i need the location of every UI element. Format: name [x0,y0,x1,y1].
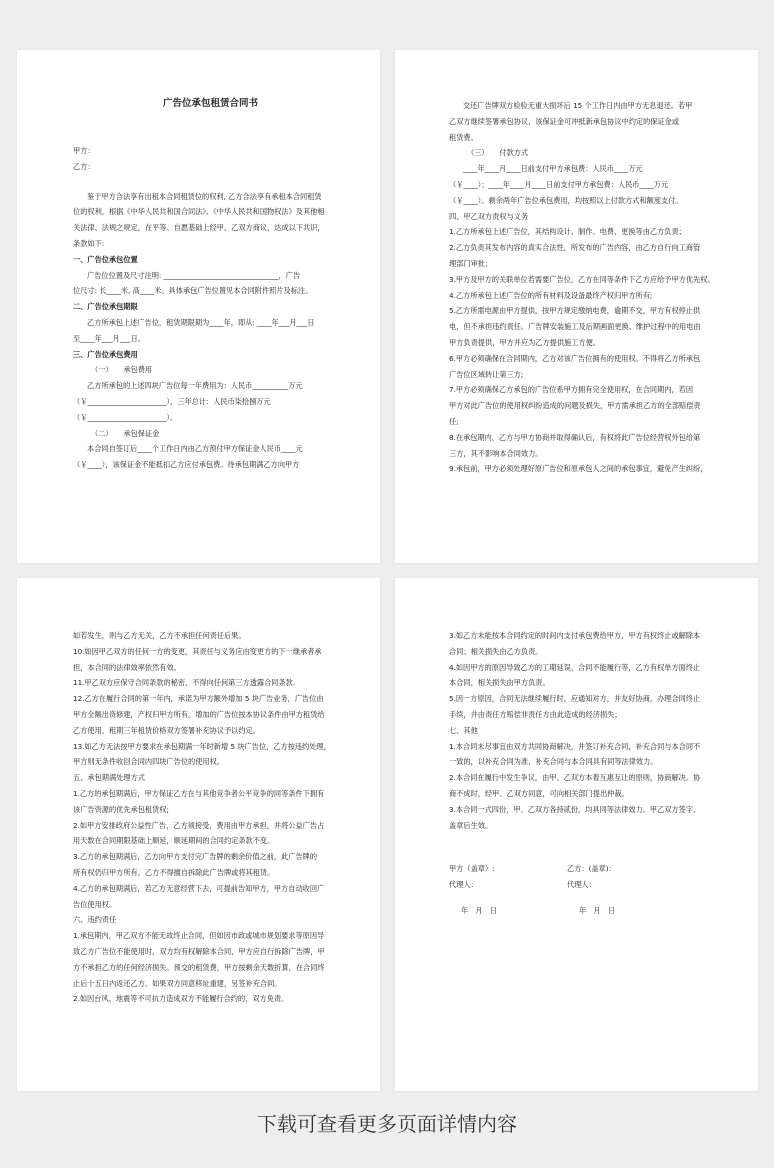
text-line: （￥____），该保证金不能抵扣乙方应付承包费。待承包期满乙方向甲方 [73,460,300,470]
text-line: 致乙方广告位不能使用时，双方均有权解除本合同，甲方应自行拆除广告牌，甲 [73,946,325,956]
text-line: 3.如乙方未能按本合同约定的时间内支付承包费给甲方，甲方有权终止或解除本 [449,631,701,640]
text-line: 2.本合同在履行中发生争议，由甲、乙双方本着互惠互让的原则，协商解决。协 [449,773,701,783]
text-line: （￥____）；____年____月____日前支付甲方承包费：人民币____万元 [449,179,669,189]
text-line: 所有权仍归甲方所有，乙方不得擅自拆除此广告牌或将其租赁。 [73,867,275,877]
text-line: 甲方负责提供，甲方并应为乙方提供施工方便。 [449,337,600,347]
text-line: 位的权利，根据《中华人民共和国合同法》、《中华人民共和国物权法》及其他相 [73,207,325,217]
text-line: 5.乙方所需电源由甲方提供，按甲方规定缴纳电费，逾期不交，甲方有权停止供 [449,306,701,316]
text-line: 13.如乙方无法按甲方要求在承包期满一年时新增 5 块广告位，乙方按违约处理， [73,741,331,751]
text-line: 乙双方继续签署承包协议，该保证金可冲抵新承包协议中约定的保证金或 [449,116,680,126]
date-row [449,903,736,919]
text-line: 告位使用权。 [73,899,117,909]
text-line: （￥____）。剩余两年广告位承包费用，均按照以上付款方式和额度支付。 [449,195,683,205]
text-line: 条款如下: [73,238,105,248]
text-line: 本合同，相关损失由甲方负责。 [449,678,550,688]
text-line: 鉴于甲方合法享有出租本合同租赁位的权利, 乙方合法享有承租本合同租赁 [87,191,322,201]
text-line: 1.乙方所承包上述广告位，其结构设计、制作、电费、更换等由乙方负责； [449,227,686,237]
text-line: 三方，其不影响本合同效力。 [449,448,543,458]
text-line: 广告位区域转让第三方; [449,369,524,379]
text-line: 12.乙方在履行合同的第一年内，承诺为甲方额外增加 5 块广告业务，广告位由 [73,694,324,704]
contract-page-4 [395,578,758,1091]
text-line: 商不成时，经甲、乙双方同意，可向相关部门提出仲裁。 [449,788,629,798]
text-line: 甲方全额出资修建，产权归甲方所有。增加的广告位按本协议条件由甲方租赁给 [73,709,325,719]
text-line: 4.乙方所承包上述广告位的所有材料及设备最终产权归甲方所有; [449,290,653,300]
section-heading: 七、其他 [449,725,478,735]
contract-page-2 [395,50,758,563]
subsection-heading: （二） 承包保证金 [91,428,160,438]
text-line: ____年____月____日前支付甲方承包费：人民币____万元 [463,164,643,174]
text-line: 9.承包前，甲方必须处理好原广告位和原承包人之间的承包事宜，避免产生纠纷， [449,464,708,474]
text-line: 11.甲乙双方应保守合同条款的秘密，不得向任何第三方透露合同条款. [73,678,296,688]
subsection-heading: （三） 付款方式 [467,148,529,158]
spacer [449,833,736,861]
section-heading: 一、广告位承包位置 [73,254,138,264]
contract-title: 广告位承包租赁合同书 [162,98,258,109]
text-line: 理部门审批； [449,258,493,268]
text-line: 乙方所承包的上述四块广告位每一年费用为：人民币__________万元 [87,381,303,391]
text-line: 至____年___月___日。 [73,333,145,343]
section-heading: 五、承包期满处理方式 [73,773,145,783]
text-line: 交还广告牌双方检验无重大损坏后 15 个工作日内由甲方无息退还。若甲 [463,101,693,110]
text-line: 10.如因甲乙双方的任何一方的变更，其责任与义务应由变更方的下一继承者承 [73,646,322,656]
signature-row [449,861,736,877]
party-a-rep-label: 代理人： [449,880,478,890]
contract-page-3 [17,578,380,1091]
text-line: 如若发生，则与乙方无关，乙方不承担任何责任后果。 [73,631,246,640]
text-line: 1.乙方的承包期满后，甲方保证乙方在与其他竞争者公平竞争的同等条件下拥有 [73,788,325,798]
text-line: 方不承担乙方的任何经济损失。预交的租赁费，甲方按剩余天数折算，在合同终 [73,962,325,972]
party-b-date: 年 月 日 [579,905,615,915]
text-line: 2.乙方负责其发布内容的真实合法性，所发布的广告内容，由乙方自行向工商管 [449,243,701,253]
contract-page-1 [17,50,380,563]
spacer [73,175,358,189]
text-line: 乙方所承包上述广告位，租赁期限期为____年，即从: ____年___月___日 [87,317,315,327]
text-line: 8.在承包期内，乙方与甲方协商并取得确认后，有权将此广告位经营权外包给第 [449,432,701,442]
text-line: 任; [449,416,459,426]
text-line: 3.甲方及甲方的关联单位若需要广告位，乙方在同等条件下乙方应给予甲方优先权。 [449,274,715,284]
text-line: 2.如甲方安排政府公益性广告，乙方须接受，费用由甲方承担，并将公益广告占 [73,820,325,830]
text-line: 合同；相关损失由乙方负责。 [449,646,543,656]
text-line: 1.承包期内，甲乙双方不能无故终止合同，但如因市政或城市规划要求等原因导 [73,931,325,941]
text-line: 1.本合同未尽事宜由双方共同协商解决，并签订补充合同，补充合同与本合同不 [449,741,701,751]
text-line: 本合同自签订后____个工作日内由乙方预付甲方保证金人民币____元 [87,444,303,454]
text-line: 3.本合同一式四份，甲、乙双方各持贰份，均具同等法律效力。甲乙双方签字、 [449,804,701,814]
party-a-date: 年 月 日 [461,905,497,915]
text-line: 一致的，以补充合同为准，补充合同与本合同具有同等法律效力。 [449,757,658,767]
text-line: 电，但不承担违约责任。广告牌安装施工及后期画面更换、维护过程中的用电由 [449,322,701,332]
subsection-heading: （一） 承包费用 [91,365,153,375]
download-hint-text: 下载可查看更多页面详情内容 [257,1112,517,1136]
section-heading: 二、广告位承包期限 [73,302,138,312]
text-line: 广告位位置及尺寸注明: ________________________________，广告 [87,270,301,280]
text-line: 盖章后生效。 [449,820,493,830]
text-line: 担，本合同的法律效率依然有效。 [73,662,181,672]
text-line: 该广告资源的优先承包租赁权; [73,804,169,814]
text-line: 用天数在合同期限基础上顺延，顺延期间的合同约定条款不变。 [73,836,275,846]
section-heading: 三、广告位承包费用 [73,349,138,359]
text-line: 租赁费。 [449,132,478,142]
party-b-seal-label: 乙方：(盖章)： [567,864,616,874]
section-heading: 四、甲乙双方责权与义务 [449,211,529,221]
text-line: 位尺寸: 长____米, 高____米。具体承包广告位置见本合同附件照片及标注。 [73,286,313,296]
text-line: 4.乙方的承包期满后，若乙方无意经营下去，可提前告知甲方，甲方自动收回广 [73,883,325,893]
text-line: 4.如因甲方的原因导致乙方的工期延误、合同不能履行等，乙方有权单方面终止 [449,662,701,672]
text-line: 甲方则无条件收回合同内四块广告位的使用权。 [73,757,224,767]
party-b-rep-label: 代理人： [567,880,596,890]
text-line: 止后十五日内返还乙方。如果双方同意移址重建，另签补充合同。 [73,978,282,988]
text-line: 关法律、法规之规定，在平等、自愿基础上经甲、乙双方商议，达成以下共识， [73,223,325,233]
party-b-label: 乙方： [73,161,95,171]
text-line: 2.如因台风、地震等不可抗力造成双方不能履行合约的，双方免责。 [73,994,289,1004]
text-line: （￥______________________），三年总计：人民币柒拾捌万元 [73,396,271,406]
text-line: 5.因一方原因，合同无法继续履行时，应通知对方，并友好协商，办理合同终止 [449,694,701,704]
text-line: 手续，并由责任方赔偿非责任方由此造成的经济损失； [449,709,622,719]
representative-row [449,877,736,893]
text-line: 7.甲方必须确保乙方承包的广告位系甲方拥有完全使用权，在合同期内，若因 [449,385,694,395]
party-a-label: 甲方： [73,146,95,155]
text-line: 3.乙方的承包期满后，乙方向甲方支付完广告牌的剩余价值之前，此广告牌的 [73,852,318,862]
section-heading: 六、违约责任 [73,915,117,925]
text-line: 6.甲方必须确保在合同期内，乙方对该广告位拥有的使用权。不得将乙方所承包 [449,353,701,363]
text-line: （￥______________________）。 [73,412,178,422]
party-a-seal-label: 甲方（盖章）: [449,864,495,874]
text-line: 乙方使用，租期三年租赁价格双方签署补充协议予以约定。 [73,725,260,735]
text-line: 甲方对此广告位的使用权纠纷造成的问题及损失，甲方需承担乙方的全部赔偿责 [449,401,701,411]
